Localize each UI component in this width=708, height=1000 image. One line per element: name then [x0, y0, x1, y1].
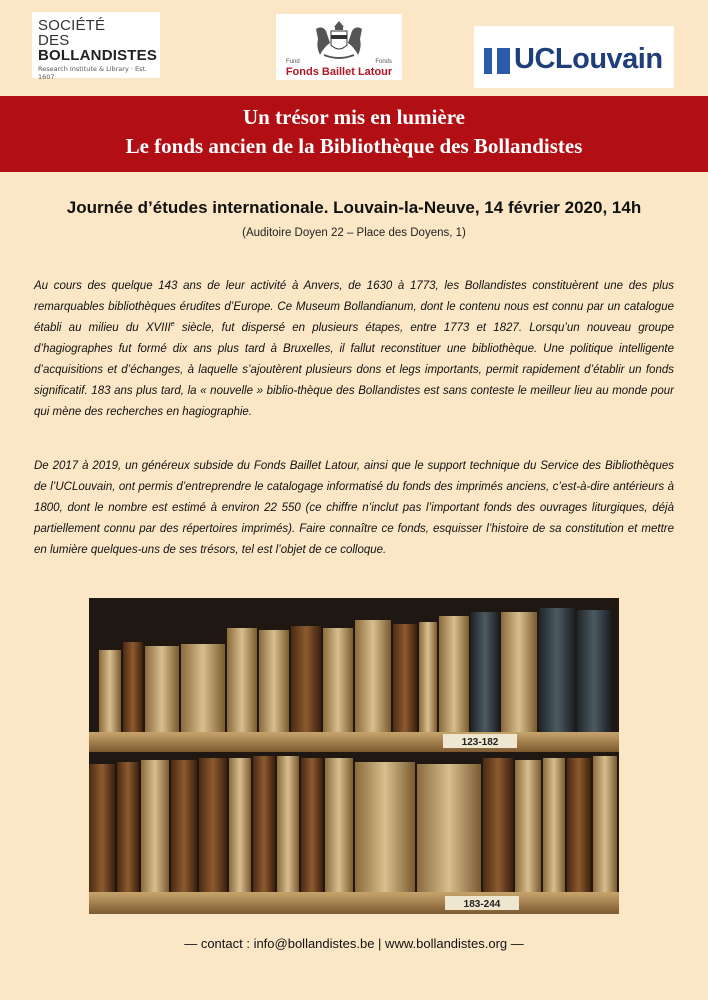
bookshelf-photo	[89, 598, 619, 914]
paragraph-text: siècle, fut dispersé en plusieurs étapes, entre 1773 et 1827. Lorsqu’un nouveau groupe d’hagiographes fut formé dix ans plus tard à Bruxelles, il fallut reconstituer une bibliothèque. Une politique intelligente d’acquisitions et d’échanges, à laquelle s’ajoutèrent plusieurs dons et legs importants, permit rapidement d’établir un fonds significatif. 183 ans plus tard, la « nouvelle » biblio-thèque des Bollandistes est sans conteste le meilleur lieu au monde pour qui mène des recherches en hagiographie.	[34, 322, 674, 418]
event-title: Journée d’études internationale. Louvain-la-Neuve, 14 février 2020, 14h	[66, 198, 642, 217]
logo-line-2: DES	[38, 32, 70, 49]
event-venue: (Auditoire Doyen 22 – Place des Doyens, 1)	[242, 227, 466, 239]
bookshelf-image	[89, 598, 619, 914]
societe-bollandistes-logo	[32, 12, 160, 81]
title-banner	[0, 96, 708, 172]
fund-label: Fund	[286, 59, 300, 65]
superscript: e	[170, 321, 175, 329]
intro-paragraph	[34, 276, 674, 423]
project-paragraph: De 2017 à 2019, un généreux subside du Fonds Baillet Latour, ainsi que le support technique du Service des Bibliothèques de l’UCLouvain, ont permis d’entreprendre le catalogage informatisé du fonds des imprimés anciens, c’est-à-dire antérieurs à 1800, dont le nombre est estimé à environ 22 550 (ce chiffre n’inclut pas l’important fonds des ouvrages liturgiques, déjà partiellement connu par des répertoires imprimés). Faire connaître ce fonds, esquisser l’histoire de sa constitution et mettre en lumière quelques-uns de ses trésors, tel est l’objet de ce colloque.	[34, 460, 674, 556]
logo-subtitle: Research Institute & Library · Est. 1607	[38, 65, 148, 81]
paragraph-text: Au cours des quelque 143 ans de leur activité à Anvers, de 1630 à 1773, les Bollandistes constituèrent une des plus remarquables bibliothèques érudites d’Europe. Ce Museum Bollandianum, dont le contenu nous est connu par un catalogue établi au milieu du XVIII	[34, 280, 674, 334]
banner-title-line-1: Un trésor mis en lumière	[242, 105, 466, 129]
logo-row	[0, 12, 708, 82]
uclouvain-mark-icon	[484, 48, 510, 74]
fonds-name: Fonds Baillet Latour	[285, 66, 393, 78]
contact-line: — contact : info@bollandistes.be | www.bollandistes.org —	[184, 936, 524, 951]
banner-title-line-2: Le fonds ancien de la Bibliothèque des Bollandistes	[125, 134, 583, 158]
logo-line-1: SOCIÉTÉ	[38, 17, 106, 34]
uclouvain-logo	[474, 26, 674, 88]
top-shelf-board	[89, 732, 619, 752]
fonds-baillet-latour-logo	[276, 14, 402, 80]
bottom-shelf-books	[89, 756, 617, 892]
shelf-label-1-text: 123-182	[461, 737, 499, 748]
shelf-label-2-text: 183-244	[463, 899, 501, 910]
uclouvain-wordmark: UCLouvain	[514, 43, 663, 75]
fonds-label: Fonds	[375, 59, 392, 65]
coat-of-arms-icon	[310, 17, 368, 61]
bottom-shelf-board	[89, 892, 619, 914]
logo-line-3: BOLLANDISTES	[38, 47, 158, 64]
